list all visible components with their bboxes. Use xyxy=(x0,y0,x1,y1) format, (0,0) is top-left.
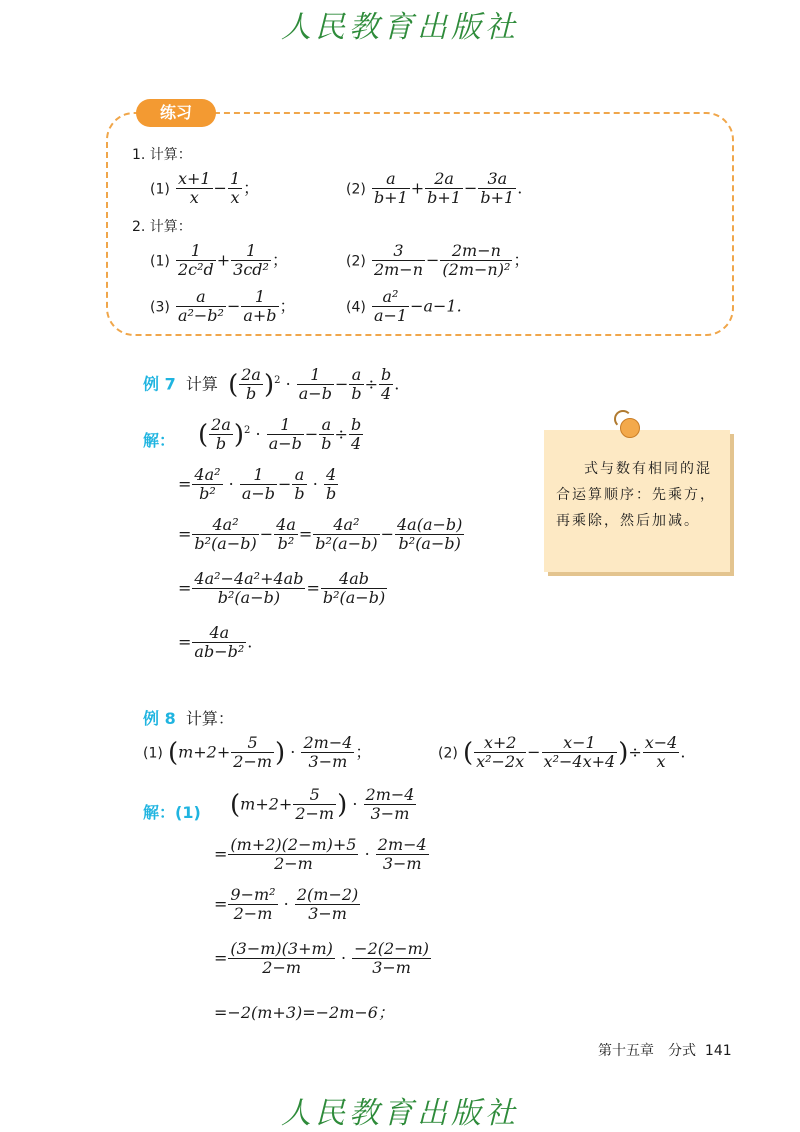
page-footer xyxy=(598,1040,732,1060)
publisher-logo-top: 人民教育出版社 xyxy=(281,10,519,45)
q2-part4: (4) $\frac{\text{a²}}{a-1}$ −a−1. xyxy=(346,287,462,326)
q1-part2: (2) $\frac{a}{b+1}$ + $\frac{2a}{b+1}$ − $\frac{3a}{b+1}$ . xyxy=(346,169,523,208)
pin-icon xyxy=(620,418,640,438)
example7-step1: = $\frac{\text{4a²}}{\text{b²}}$ · $\frac{1}{a-b}$ − $\frac{a}{b}$ · $\frac{4}{b}$ xyxy=(178,465,337,504)
q2-part1: (1) $\frac{1}{\text{2c²d}}$ + $\frac{1}{\text{3cd²}}$ ； xyxy=(150,241,288,280)
publisher-logo-bottom: 人民教育出版社 xyxy=(281,1096,519,1131)
example7-problem: 例 7 计算 ( $\frac{2a}{b}$ )$^2$ · $\frac{1}{a-b}$ − $\frac{a}{b}$ ÷ $\frac{b}{4}$ . xyxy=(143,365,400,404)
q2-part3: (3) $\frac{a}{\text{a²−b²}}$ − $\frac{1}{a+b}$ ； xyxy=(150,287,296,326)
example8-part1: (1) (m+2+ $\frac{5}{2-m}$ ) · $\frac{2m-4}{3-m}$ ； xyxy=(143,733,372,772)
example8-step1: = $\frac{(m+2)(2-m)+5}{2-m}$ · $\frac{2m-4}{3-m}$ xyxy=(214,835,427,874)
example8-heading: 例 8 计算： xyxy=(143,709,234,728)
q1-part1: (1) $\frac{x+1}{x}$ − $\frac{1}{x}$ ； xyxy=(150,169,260,208)
example7-step4: = $\frac{4a}{\text{ab−b²}}$ . xyxy=(178,623,253,662)
example8-solution-label: 解：(1) xyxy=(143,803,201,822)
example8-step0: (m+2+ $\frac{5}{2-m}$ ) · $\frac{2m-4}{3-m}$ xyxy=(230,785,415,824)
note-text: 式与数有相同的混合运算顺序：先乘方，再乘除，然后加减。 xyxy=(556,461,716,529)
practice-tag: 练习 xyxy=(136,99,216,127)
example8-part2: (2) ( $\frac{x+2}{\text{x²−2x}}$ − $\frac{x-1}{\text{x²−4x+4}}$ )÷ $\frac{x-4}{x}$ . xyxy=(438,733,686,772)
example7-step2: = $\frac{\text{4a²}}{\text{b²(a−b)}}$ − $\frac{4a}{\text{b²}}$ = $\frac{\text{4a²}}{\text{b²(a−b)}}$ − $\frac{4a(a-b)}{\text{b²(a−b)}}$ xyxy=(178,515,463,554)
q2-part2: (2) $\frac{3}{2m-n}$ − $\frac{2m-n}{\text{(2m−n)²}}$ ； xyxy=(346,241,530,280)
q2-label: 2. 计算： xyxy=(132,219,192,235)
example7-solution-label: 解： xyxy=(143,431,176,450)
page-number: 141 xyxy=(704,1043,732,1059)
example8-step4: =−2(m+3)=−2m−6； xyxy=(214,1003,394,1022)
example7-step0: ( $\frac{2a}{b}$ )$^2$ · $\frac{1}{a-b}$ − $\frac{a}{b}$ ÷ $\frac{b}{4}$ xyxy=(198,415,362,454)
example7-step3: = $\frac{\text{4a²−4a²+4ab}}{\text{b²(a−b)}}$ = $\frac{4ab}{\text{b²(a−b)}}$ xyxy=(178,569,386,608)
q1-label: 1. 计算： xyxy=(132,147,192,163)
example8-step3: = $\frac{(3-m)(3+m)}{2-m}$ · $\frac{-2(2-m)}{3-m}$ xyxy=(214,939,429,978)
chapter-title: 第十五章 分式 xyxy=(598,1043,696,1059)
example8-step2: = $\frac{\text{9−m²}}{2-m}$ · $\frac{2(m-2)}{3-m}$ xyxy=(214,885,359,924)
